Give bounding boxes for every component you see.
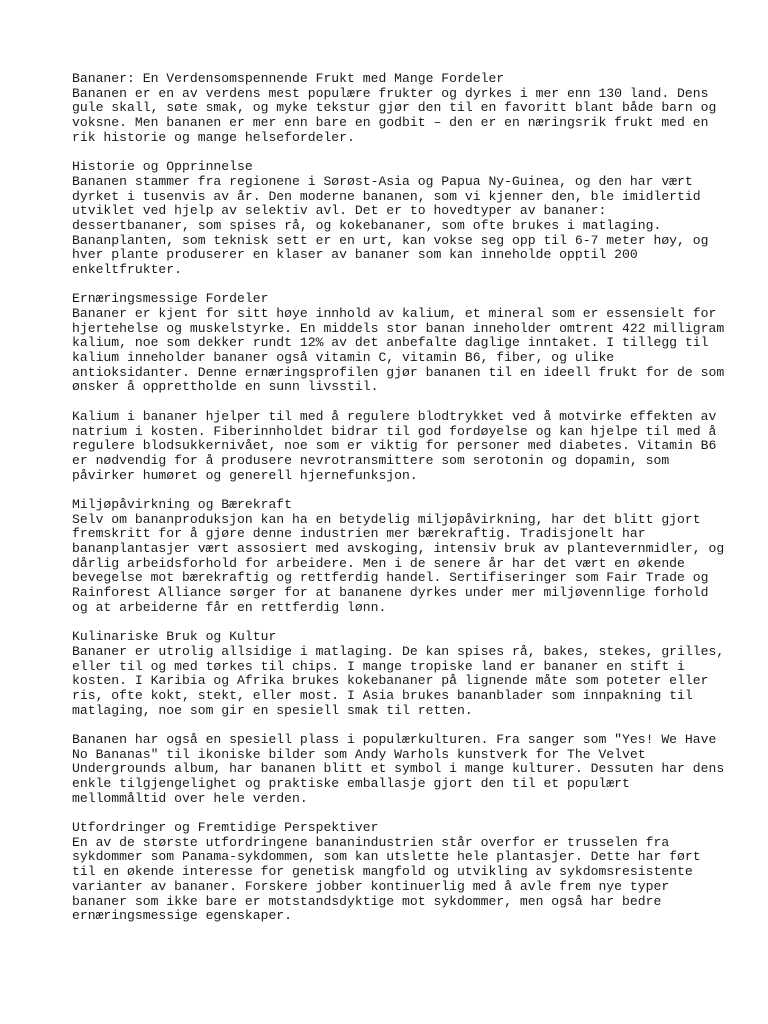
paragraph-line: dyrket i tusenvis av år. Den moderne bananen, som vi kjenner den, ble imidlertid xyxy=(72,188,701,204)
nutrition-section xyxy=(72,291,725,395)
section-heading: Miljøpåvirkning og Bærekraft xyxy=(72,496,293,512)
paragraph-line: til en økende interesse for genetisk mangfold og utvikling av sykdomsresistente xyxy=(72,864,693,880)
paragraph-line: gule skall, søte smak, og myke tekstur gjør den til en favoritt blant både barn og xyxy=(72,100,717,116)
paragraph-line: enkle tilgjengelighet og praktiske emballasje gjort den til et populært xyxy=(72,776,630,791)
paragraph-line: En av de største utfordringene bananindustrien står overfor er trusselen fra xyxy=(72,834,670,850)
paragraph-line: fremskritt for å gjøre denne industrien mer bærekraftig. Tradisjonelt har xyxy=(72,526,646,542)
paragraph-line: mellommåltid over hele verden. xyxy=(72,790,308,806)
challenges-section xyxy=(72,821,712,924)
intro-section xyxy=(72,71,717,145)
paragraph-line: bananplantasjer vært assosiert med avskoging, intensiv bruk av plantevernmidler, og xyxy=(72,541,725,556)
paragraph-line: er nødvendig for å produsere nevrotransmittere som serotonin og dopamin, som xyxy=(72,452,670,468)
paragraph-line: hjertehelse og muskelstyrke. En middels stor banan inneholder omtrent 422 milligram xyxy=(72,320,725,336)
paragraph-line: sykdommer som Panama-sykdommen, som kan utslette hele plantasjer. Dette har ført xyxy=(72,849,701,865)
paragraph-line: kalium inneholder bananer også vitamin C, vitamin B6, fiber, og ulike xyxy=(72,350,615,366)
paragraph-line: regulere blodsukkernivået, noe som er viktig for personer med diabetes. Vitamin B6 xyxy=(72,438,717,454)
culinary-section xyxy=(72,629,725,718)
section-heading: Ernæringsmessige Fordeler xyxy=(72,291,269,307)
pop-culture-paragraph xyxy=(72,731,725,806)
paragraph-line: Bananen stammer fra regionene i Sørøst-Asia og Papua Ny-Guinea, og den har vært xyxy=(72,173,693,189)
paragraph-line: Kalium i bananer hjelper til med å regulere blodtrykket ved å motvirke effekten av xyxy=(72,408,717,424)
paragraph-line: natrium i kosten. Fiberinnholdet bidrar til god fordøyelse og kan hjelpe til med å xyxy=(72,423,717,439)
paragraph-line: utviklet ved hjelp av selektiv avl. Det er to hovedtyper av bananer: xyxy=(72,203,607,219)
paragraph-line: bananer som ikke bare er motstandsdyktige mot sykdommer, men også har bedre xyxy=(72,893,662,909)
paragraph-line: matlaging, noe som gir en spesiell smak til retten. xyxy=(72,702,473,718)
section-heading: Historie og Opprinnelse xyxy=(72,159,253,175)
paragraph-line: Bananen er en av verdens mest populære frukter og dyrkes i mer enn 130 land. Dens xyxy=(72,85,709,101)
paragraph-line: bevegelse mot bærekraftig og rettferdig handel. Sertifiseringer som Fair Trade og xyxy=(72,570,709,586)
potassium-paragraph xyxy=(72,408,717,483)
paragraph-line: ønsker å opprettholde en sunn livsstil. xyxy=(72,379,379,395)
document-page xyxy=(72,71,725,939)
paragraph-line: dessertbananer, som spises rå, og kokebananer, som ofte brukes i matlaging. xyxy=(72,217,662,233)
paragraph-line: No Bananas" til ikoniske bilder som Andy Warhols kunstverk for The Velvet xyxy=(72,746,646,762)
section-heading: Kulinariske Bruk og Kultur xyxy=(72,629,277,645)
paragraph-line: Rainforest Alliance sørger for at bananene dyrkes under mer miljøvennlige forhold xyxy=(72,585,709,601)
paragraph-line: påvirker humøret og generell hjernefunksjon. xyxy=(72,467,418,483)
paragraph-line: Undergrounds album, har bananen blitt et symbol i mange kulturer. Dessuten har dens xyxy=(72,761,725,777)
paragraph-line: kalium, noe som dekker rundt 12% av det anbefalte daglige inntaket. I tillegg til xyxy=(72,335,709,351)
paragraph-line: Bananer er kjent for sitt høye innhold av kalium, et mineral som er essensielt for xyxy=(72,306,717,321)
paragraph-line: Bananen har også en spesiell plass i populærkulturen. Fra sanger som "Yes! We Have xyxy=(72,731,717,747)
paragraph-line: Bananplanten, som teknisk sett er en urt, kan vokse seg opp til 6-7 meter høy, og xyxy=(72,232,709,248)
paragraph-line: ernæringsmessige egenskaper. xyxy=(72,908,293,924)
paragraph-line: enkeltfrukter. xyxy=(72,261,183,277)
paragraph-line: ris, ofte kokt, stekt, eller most. I Asia brukes bananblader som innpakning til xyxy=(72,687,693,703)
sustainability-section xyxy=(72,496,725,616)
paragraph-line: Bananer er utrolig allsidige i matlaging. De kan spises rå, bakes, stekes, grilles, xyxy=(72,643,725,659)
paragraph-line: dårlig arbeidsforhold for arbeidere. Men i de senere år har det vært en økende xyxy=(72,555,685,571)
paragraph-line: varianter av bananer. Forskere jobber kontinuerlig med å avle frem nye typer xyxy=(72,878,670,894)
paragraph-line: hver plante produserer en klaser av bananer som kan inneholde opptil 200 xyxy=(72,247,638,263)
paragraph-line: og at arbeiderne får en rettferdig lønn. xyxy=(72,599,387,615)
paragraph-line: eller til og med tørkes til chips. I mange tropiske land er bananer en stift i xyxy=(72,658,685,674)
document-title: Bananer: En Verdensomspennende Frukt med Mange Fordeler xyxy=(72,71,505,86)
paragraph-line: kosten. I Karibia og Afrika brukes kokebananer på lignende måte som poteter eller xyxy=(72,673,709,689)
history-section xyxy=(72,160,712,278)
paragraph-line: rik historie og mange helsefordeler. xyxy=(72,129,355,145)
paragraph-line: voksne. Men bananen er mer enn bare en godbit – den er en næringsrik frukt med en xyxy=(72,115,709,131)
paragraph-line: Selv om bananproduksjon kan ha en betydelig miljøpåvirkning, har det blitt gjort xyxy=(72,511,701,527)
section-heading: Utfordringer og Fremtidige Perspektiver xyxy=(72,820,379,836)
paragraph-line: antioksidanter. Denne ernæringsprofilen gjør bananen til en ideell frukt for de som xyxy=(72,364,725,380)
